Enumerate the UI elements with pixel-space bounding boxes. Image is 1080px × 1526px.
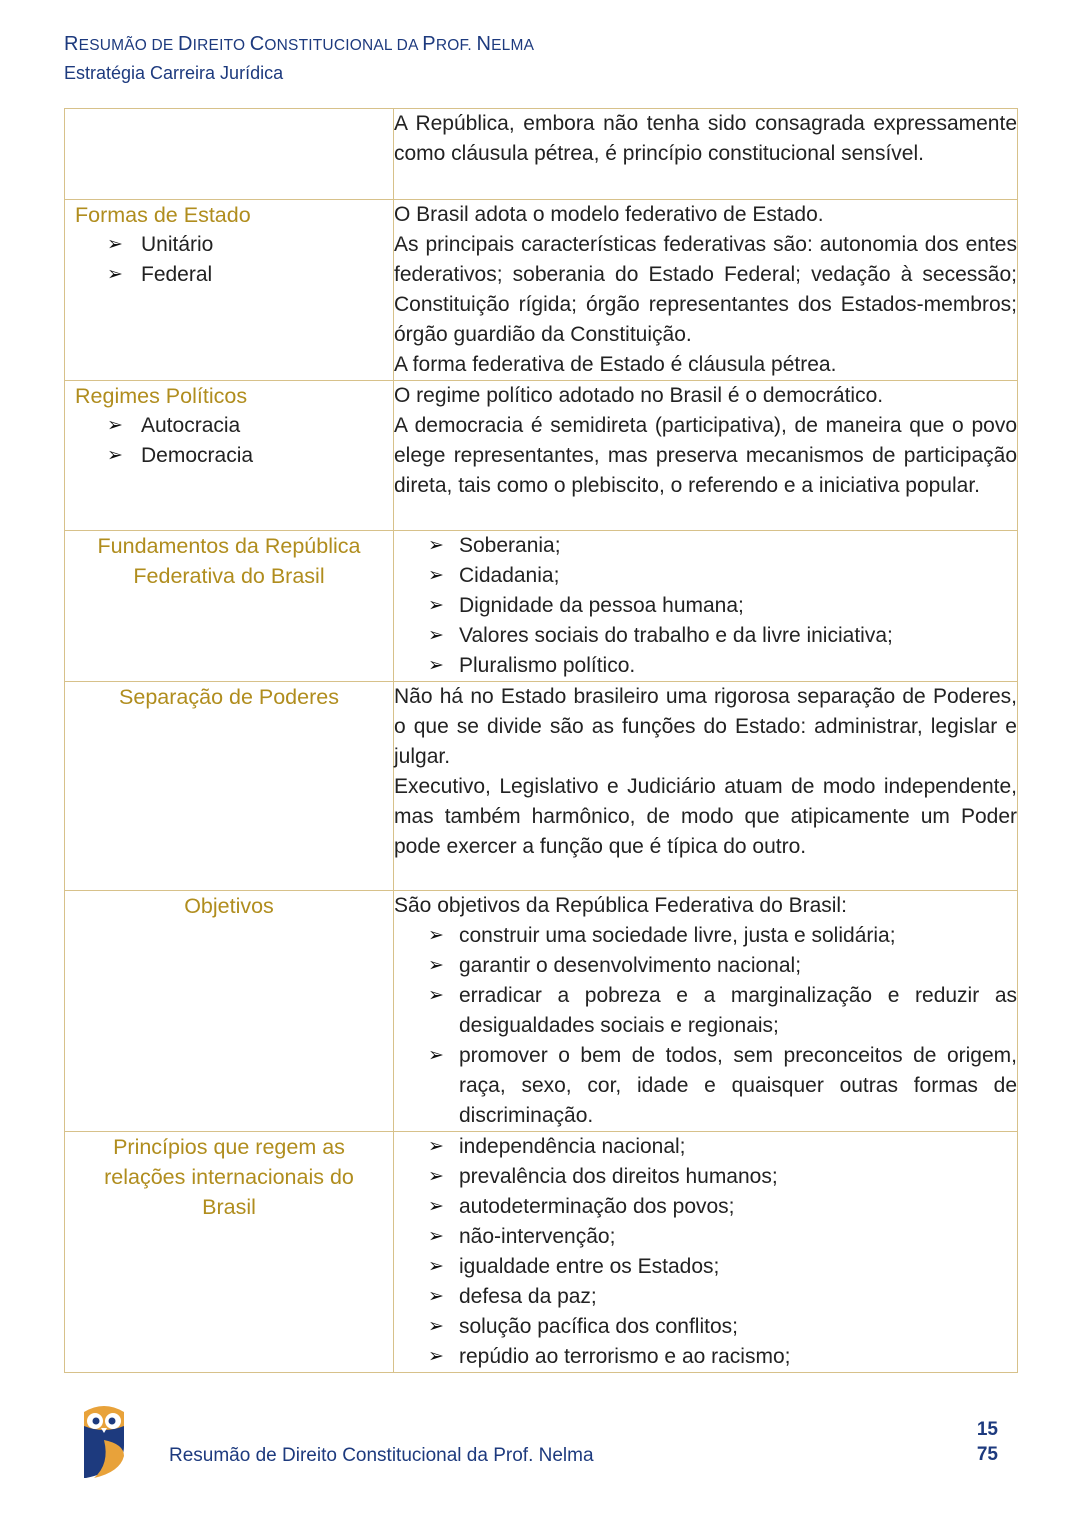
content-cell — [394, 1132, 1018, 1373]
topic-title: Formas de Estado — [75, 203, 251, 227]
topic-title: Princípios que regem as relações internacionais do Brasil — [104, 1135, 354, 1219]
title-capital: D — [177, 33, 193, 55]
list-item: ➢ independência nacional; — [428, 1132, 1017, 1162]
list-item: ➢ Dignidade da pessoa humana; — [428, 591, 1017, 621]
topic-title: Fundamentos da República Federativa do Brasil — [97, 534, 361, 588]
arrow-bullet-icon: ➢ — [428, 1316, 444, 1337]
table-row — [65, 891, 1018, 1132]
content-paragraph: O Brasil adota o modelo federativo de Estado. — [394, 203, 824, 226]
title-smallcaps: IREITO — [192, 37, 250, 54]
content-cell — [394, 891, 1018, 1132]
arrow-bullet-icon: ➢ — [428, 565, 444, 586]
arrow-bullet-icon: ➢ — [428, 955, 444, 976]
list-item: ➢ repúdio ao terrorismo e ao racismo; — [428, 1342, 1017, 1372]
content-paragraph: Não há no Estado brasileiro uma rigorosa separação de Poderes, o que se divide são as funções do Estado: administrar, legislar e julgar. — [394, 685, 1017, 768]
total-pages: 75 — [976, 1444, 998, 1465]
list-item: ➢ Valores sociais do trabalho e da livre iniciativa; — [428, 621, 1017, 651]
list-item: ➢ construir uma sociedade livre, justa e solidária; — [428, 921, 1017, 951]
table-row — [65, 682, 1018, 891]
arrow-bullet-icon: ➢ — [428, 595, 444, 616]
content-paragraph: Executivo, Legislativo e Judiciário atuam de modo independente, mas também harmônico, de modo que atipicamente um Poder pode exercer a função que é típica do outro. — [394, 775, 1017, 858]
table-row — [65, 1132, 1018, 1373]
title-capital: C — [249, 33, 265, 55]
arrow-bullet-icon: ➢ — [428, 1045, 444, 1066]
arrow-bullet-icon: ➢ — [428, 1166, 444, 1187]
arrow-bullet-icon: ➢ — [428, 1136, 444, 1157]
content-paragraph: As principais características federativas são: autonomia dos entes federativos; soberania do Estado Federal; vedação à secessão; Constituição rígida; órgão representantes dos Estados-membros; órgão guardião da Constituição. — [394, 233, 1017, 346]
topic-cell — [65, 200, 394, 381]
document-title — [64, 30, 534, 60]
title-smallcaps: ELMA — [491, 37, 535, 54]
arrow-bullet-icon: ➢ — [428, 535, 444, 556]
list-item: ➢ igualdade entre os Estados; — [428, 1252, 1017, 1282]
arrow-bullet-icon: ➢ — [428, 1286, 444, 1307]
list-item: ➢ Pluralismo político. — [428, 651, 1017, 681]
list-item: ➢ Cidadania; — [428, 561, 1017, 591]
current-page: 15 — [976, 1419, 998, 1440]
list-item: ➢ Unitário — [107, 230, 393, 260]
list-item: ➢ Autocracia — [107, 411, 393, 441]
bullet-list — [394, 921, 1017, 1131]
content-paragraph: A República, embora não tenha sido consagrada expressamente como cláusula pétrea, é princípio constitucional sensível. — [394, 112, 1017, 165]
list-item: ➢ prevalência dos direitos humanos; — [428, 1162, 1017, 1192]
list-item: ➢ Soberania; — [428, 531, 1017, 561]
table-row — [65, 381, 1018, 531]
arrow-bullet-icon: ➢ — [428, 1346, 444, 1367]
title-smallcaps: ROF. — [435, 37, 477, 54]
page-header — [64, 30, 534, 86]
content-cell — [394, 531, 1018, 682]
list-item: ➢ Democracia — [107, 441, 393, 471]
arrow-bullet-icon: ➢ — [428, 1226, 444, 1247]
arrow-bullet-icon: ➢ — [428, 625, 444, 646]
topic-title: Objetivos — [184, 894, 274, 918]
topic-sub-list — [65, 411, 393, 471]
title-capital: P — [422, 33, 436, 55]
topic-cell — [65, 891, 394, 1132]
list-item: ➢ promover o bem de todos, sem preconceitos de origem, raça, sexo, cor, idade e quaisquer outras formas de discriminação. — [428, 1041, 1017, 1131]
content-paragraph: O regime político adotado no Brasil é o democrático. — [394, 384, 884, 407]
topic-cell — [65, 1132, 394, 1373]
content-cell — [394, 200, 1018, 381]
arrow-bullet-icon: ➢ — [428, 1196, 444, 1217]
content-paragraph: A forma federativa de Estado é cláusula pétrea. — [394, 353, 837, 376]
page-number — [977, 1417, 998, 1467]
content-paragraph: São objetivos da República Federativa do Brasil: — [394, 894, 847, 917]
owl-logo-icon — [80, 1400, 128, 1480]
content-cell — [394, 381, 1018, 531]
summary-table — [64, 108, 1018, 1373]
list-item: ➢ defesa da paz; — [428, 1282, 1017, 1312]
content-paragraph: A democracia é semidireta (participativa), de maneira que o povo elege representantes, mas preserva mecanismos de participação direta, tais como o plebiscito, o referendo e a iniciativa popular. — [394, 414, 1017, 497]
bullet-list — [394, 1132, 1017, 1372]
arrow-bullet-icon: ➢ — [428, 1256, 444, 1277]
title-capital: R — [64, 33, 79, 55]
bullet-list — [394, 531, 1017, 681]
list-item: ➢ não-intervenção; — [428, 1222, 1017, 1252]
document-subtitle: Estratégia Carreira Jurídica — [64, 63, 284, 83]
footer-text: Resumão de Direito Constitucional da Prof. Nelma — [169, 1445, 594, 1466]
arrow-bullet-icon: ➢ — [107, 415, 123, 436]
topic-cell — [65, 109, 394, 200]
arrow-bullet-icon: ➢ — [428, 985, 444, 1006]
list-item: ➢ garantir o desenvolvimento nacional; — [428, 951, 1017, 981]
arrow-bullet-icon: ➢ — [107, 264, 123, 285]
content-cell — [394, 109, 1018, 200]
topic-cell — [65, 682, 394, 891]
table-row — [65, 109, 1018, 200]
arrow-bullet-icon: ➢ — [107, 234, 123, 255]
topic-title: Separação de Poderes — [119, 685, 339, 709]
list-item: ➢ Federal — [107, 260, 393, 290]
topic-cell — [65, 381, 394, 531]
title-smallcaps: ONSTITUCIONAL DA — [264, 37, 423, 54]
content-cell — [394, 682, 1018, 891]
topic-cell — [65, 531, 394, 682]
list-item: ➢ solução pacífica dos conflitos; — [428, 1312, 1017, 1342]
list-item: ➢ autodeterminação dos povos; — [428, 1192, 1017, 1222]
topic-sub-list — [65, 230, 393, 290]
topic-title: Regimes Políticos — [75, 384, 248, 408]
table-row — [65, 531, 1018, 682]
arrow-bullet-icon: ➢ — [428, 655, 444, 676]
title-capital: N — [476, 33, 492, 55]
arrow-bullet-icon: ➢ — [428, 925, 444, 946]
list-item: ➢ erradicar a pobreza e a marginalização e reduzir as desigualdades sociais e regionais; — [428, 981, 1017, 1041]
arrow-bullet-icon: ➢ — [107, 445, 123, 466]
table-row — [65, 200, 1018, 381]
title-smallcaps: ESUMÃO DE — [78, 37, 178, 54]
